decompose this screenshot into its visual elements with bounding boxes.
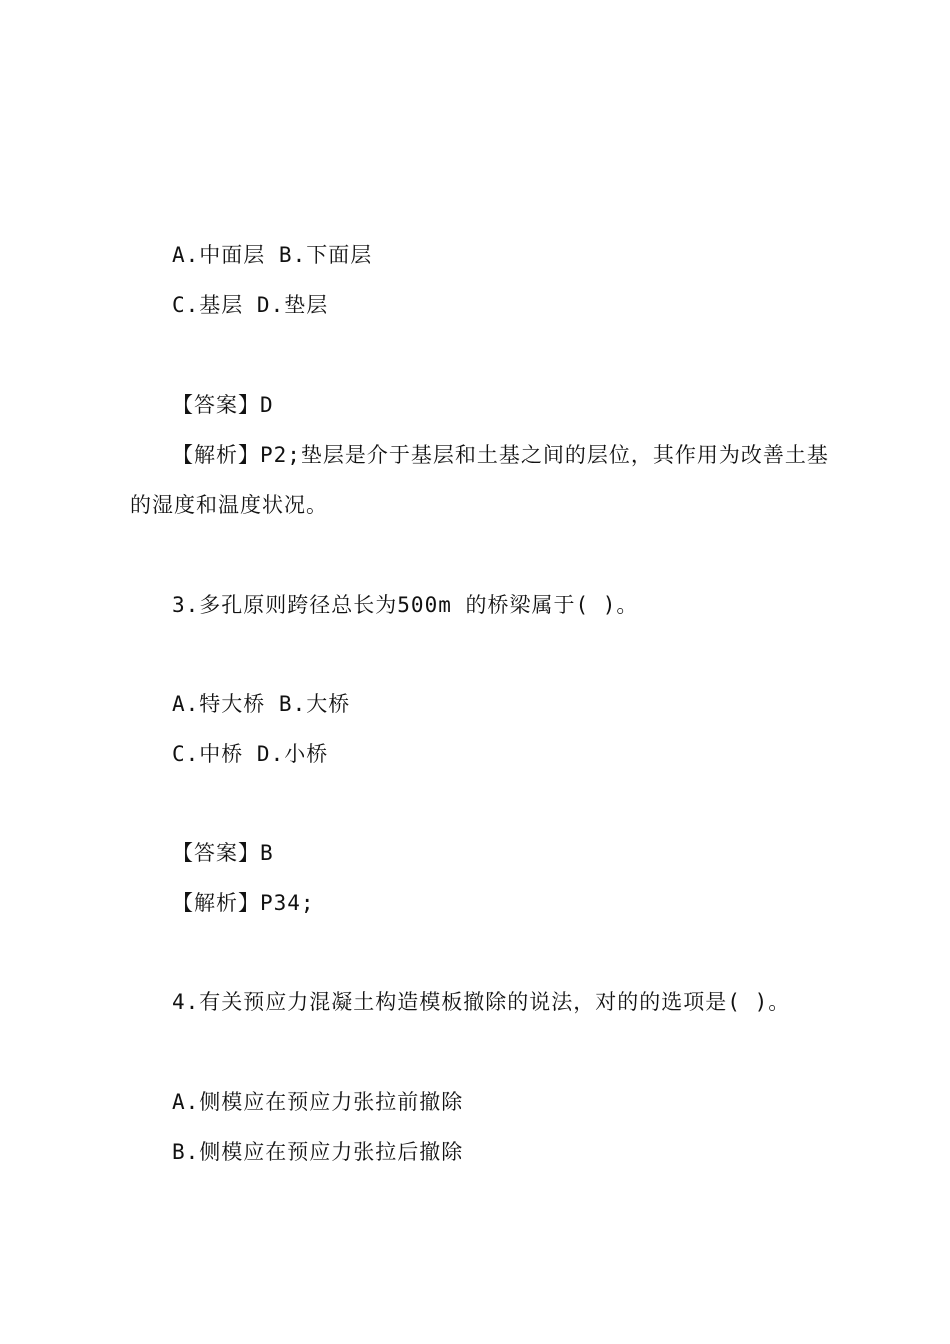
q2-analysis-line1: 【解析】P2;垫层是介于基层和土基之间的层位，其作用为改善土基 xyxy=(172,443,829,467)
q2-options-ab: A.中面层 B.下面层 xyxy=(172,243,373,267)
q4-question: 4.有关预应力混凝土构造模板撤除的说法，对的的选项是( )。 xyxy=(172,990,791,1014)
q4-option-b: B.侧模应在预应力张拉后撤除 xyxy=(172,1140,464,1164)
q2-options-cd: C.基层 D.垫层 xyxy=(172,293,329,317)
q3-question: 3.多孔原则跨径总长为500m 的桥梁属于( )。 xyxy=(172,593,639,617)
q3-options-cd: C.中桥 D.小桥 xyxy=(172,742,329,766)
q3-analysis: 【解析】P34; xyxy=(172,891,315,915)
q4-option-a: A.侧模应在预应力张拉前撤除 xyxy=(172,1090,464,1114)
q2-analysis-line2: 的湿度和温度状况。 xyxy=(130,493,328,517)
q2-answer: 【答案】D xyxy=(172,393,274,417)
q3-answer: 【答案】B xyxy=(172,841,274,865)
q3-options-ab: A.特大桥 B.大桥 xyxy=(172,692,351,716)
